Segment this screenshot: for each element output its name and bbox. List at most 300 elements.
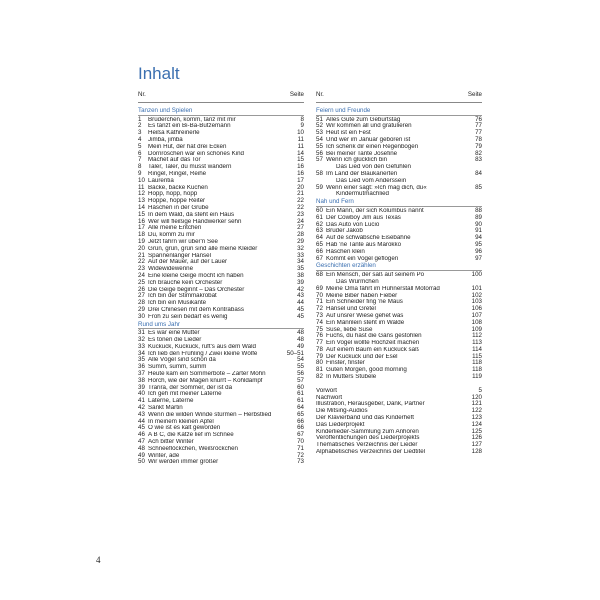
entry-number: 78 xyxy=(316,345,323,353)
entry-number: 11 xyxy=(138,183,145,191)
toc-entry xyxy=(138,225,304,232)
entry-number: 73 xyxy=(316,311,323,319)
toc-entry xyxy=(138,185,304,192)
entry-title: Jetzt fahrn wir über'n See xyxy=(148,238,218,245)
section-rule xyxy=(316,115,482,116)
appendix-entry xyxy=(316,408,482,415)
appendix-title: Der Klavierband und das Kinderheft xyxy=(316,415,415,422)
toc-entry xyxy=(316,347,482,354)
entry-number: 20 xyxy=(138,244,145,252)
entry-number: 45 xyxy=(138,424,145,432)
entry-number: 10 xyxy=(138,176,145,184)
entry-title: Das Auto von Lucio xyxy=(326,221,380,228)
toc-entry xyxy=(138,164,304,171)
toc-entry xyxy=(316,185,482,192)
toc-entry xyxy=(316,117,482,124)
toc-entry xyxy=(138,419,304,426)
entry-title: Das Lied vom Anderssein xyxy=(336,177,407,184)
toc-entry xyxy=(316,340,482,347)
entry-title: Alle meine Entchen xyxy=(148,225,202,232)
entry-title: Widewidewenne xyxy=(148,266,194,273)
toc-entry xyxy=(316,286,482,293)
entry-title: Horch, wie der Magen knurrt – Kohldampf xyxy=(148,377,263,384)
entry-title: Ich brauche kein Orchester xyxy=(148,279,223,286)
entry-page: 95 xyxy=(475,240,482,248)
entry-number: 48 xyxy=(138,444,145,452)
entry-page: 56 xyxy=(297,370,304,378)
header-seite: Seite xyxy=(467,91,482,98)
entry-number: 81 xyxy=(316,366,323,374)
entry-page: 101 xyxy=(471,284,482,292)
entry-page: 44 xyxy=(297,299,304,307)
toc-entry xyxy=(138,212,304,219)
section-rule xyxy=(316,270,482,271)
entry-number: 43 xyxy=(138,410,145,418)
entry-title: Ich schenk dir einen Regenbogen xyxy=(326,143,419,150)
entry-title: Es war eine Mutter xyxy=(148,330,200,337)
entry-number: 63 xyxy=(316,227,323,235)
entry-number xyxy=(316,191,326,198)
section-heading: Nah und Fern xyxy=(316,198,354,206)
toc-entry xyxy=(138,425,304,432)
entry-number: 18 xyxy=(138,231,145,239)
toc-entry xyxy=(138,280,304,287)
toc-entry xyxy=(138,364,304,371)
toc-entry xyxy=(138,344,304,351)
toc-entry xyxy=(138,117,304,124)
entry-page: 24 xyxy=(297,217,304,225)
entry-title: Ringel, Ringel, Reihe xyxy=(148,170,207,177)
toc-entry xyxy=(138,239,304,246)
entry-title: Häschen in der Grube xyxy=(148,204,209,211)
toc-entry xyxy=(316,327,482,334)
entry-page: 78 xyxy=(475,135,482,143)
entry-page: 106 xyxy=(471,305,482,313)
toc-entry xyxy=(316,256,482,263)
toc-entry xyxy=(316,320,482,327)
entry-page: 96 xyxy=(475,247,482,255)
toc-entry xyxy=(316,157,482,164)
entry-page: 32 xyxy=(297,244,304,252)
page-title: Inhalt xyxy=(138,64,180,83)
entry-number: 7 xyxy=(138,156,142,164)
appendix-title: Thematisches Verzeichnis der Lieder xyxy=(316,442,418,449)
appendix-page: 128 xyxy=(471,448,482,456)
entry-title: O wie ist es kalt geworden xyxy=(148,425,221,432)
entry-number: 50 xyxy=(138,458,145,466)
toc-entry xyxy=(316,235,482,242)
toc-entry xyxy=(138,337,304,344)
entry-page: 43 xyxy=(297,292,304,300)
appendix-entry xyxy=(316,401,482,408)
entry-number: 55 xyxy=(316,142,323,150)
header-rule xyxy=(138,102,304,103)
entry-title: Ich lieb den Frühling / Zwei kleine Wölfe xyxy=(148,350,258,357)
entry-page: 23 xyxy=(297,210,304,218)
entry-page: 17 xyxy=(297,176,304,184)
entry-number: 44 xyxy=(138,417,145,425)
entry-title: Das Würmchen xyxy=(336,278,379,285)
entry-title: Wenn ich glücklich bin xyxy=(326,157,388,164)
toc-entry xyxy=(138,351,304,358)
appendix-page: 126 xyxy=(471,434,482,442)
entry-title: Wir werden immer größer xyxy=(148,459,219,466)
section-rule xyxy=(138,115,304,116)
toc-entry xyxy=(316,228,482,235)
entry-title: Drei Chinesen mit dem Kontrabass xyxy=(148,306,244,313)
entry-page: 49 xyxy=(297,342,304,350)
appendix-page: 121 xyxy=(471,400,482,408)
entry-title: Laterne, Laterne xyxy=(148,398,194,405)
entry-page: 112 xyxy=(472,332,482,340)
toc-entry xyxy=(316,123,482,130)
entry-number: 75 xyxy=(316,325,323,333)
entry-title: Heut ist ein Fest xyxy=(326,130,371,137)
toc-entry xyxy=(138,432,304,439)
entry-title: Und wer im Januar geboren ist xyxy=(326,136,411,143)
entry-number: 70 xyxy=(316,291,323,299)
entry-page: 27 xyxy=(297,224,304,232)
toc-entry xyxy=(316,249,482,256)
toc-entry xyxy=(316,191,482,198)
entry-number: 69 xyxy=(316,284,323,292)
entry-title: Im Land der Blaukarierten xyxy=(326,170,398,177)
toc-entry xyxy=(138,130,304,137)
entry-page: 119 xyxy=(472,373,482,381)
entry-title: Ich bin der Stimmakrobat xyxy=(148,293,217,300)
toc-entry xyxy=(316,242,482,249)
entry-number: 74 xyxy=(316,318,323,326)
entry-title: Jimba, jimba xyxy=(148,136,183,143)
entry-title: Ein Mann, der sich Kolumbus nannt xyxy=(326,207,424,214)
entry-title: Hopp, hopp, hopp xyxy=(148,191,198,198)
entry-number: 49 xyxy=(138,451,145,459)
entry-number: 5 xyxy=(138,142,142,150)
entry-page: 11 xyxy=(297,135,304,143)
entry-title: Ein Schneider fing 'ne Maus xyxy=(326,299,403,306)
toc-entry xyxy=(316,130,482,137)
entry-title: Brüderchen, komm, tanz mit mir xyxy=(148,116,236,123)
entry-page: 48 xyxy=(297,336,304,344)
entry-page: 70 xyxy=(297,438,304,446)
entry-page: 16 xyxy=(297,169,304,177)
entry-title: Eine kleine Geige möcht ich haben xyxy=(148,272,244,279)
entry-page: 79 xyxy=(475,142,482,150)
toc-column-left xyxy=(138,92,304,466)
appendix-entry xyxy=(316,388,482,395)
toc-entry xyxy=(316,178,482,185)
entry-title: Die Geige beginnt – Das Orchester xyxy=(148,286,245,293)
entry-page: 38 xyxy=(297,271,304,279)
entry-number: 24 xyxy=(138,271,145,279)
entry-title: A B C, die Katze lief im Schnee xyxy=(148,432,234,439)
entry-number: 16 xyxy=(138,217,145,225)
entry-page: 66 xyxy=(297,417,304,425)
entry-title: Summ, summ, summ xyxy=(148,364,207,371)
entry-number: 60 xyxy=(316,206,323,214)
toc-entry xyxy=(138,391,304,398)
toc-entry xyxy=(138,378,304,385)
entry-page: 64 xyxy=(297,404,304,412)
entry-title: Häschen klein xyxy=(326,248,365,255)
entry-page: 45 xyxy=(297,305,304,313)
entry-title: Ich geh mit meiner Laterne xyxy=(148,391,222,398)
toc-entry xyxy=(138,314,304,321)
entry-title: Fuchs, du hast die Gans gestohlen xyxy=(326,333,422,340)
toc-entry xyxy=(138,253,304,260)
toc-entry xyxy=(138,385,304,392)
appendix-page: 5 xyxy=(478,386,482,394)
entry-number: 53 xyxy=(316,129,323,137)
toc-entry xyxy=(138,459,304,466)
entry-page: 114 xyxy=(472,345,482,353)
toc-entry xyxy=(138,293,304,300)
entry-page: 29 xyxy=(297,237,304,245)
entry-page: 113 xyxy=(472,339,482,347)
entry-number: 34 xyxy=(138,349,145,357)
entry-number: 41 xyxy=(138,397,145,405)
toc-entry xyxy=(138,405,304,412)
spacer xyxy=(316,381,482,388)
toc-header-right xyxy=(316,92,482,100)
entry-title: Hab 'ne Tante aus Marokko xyxy=(326,241,402,248)
entry-title: Wir kommen all und gratulieren xyxy=(326,123,412,130)
entry-number: 79 xyxy=(316,352,323,360)
appendix-title: Die Mitsing-Audios xyxy=(316,408,368,415)
entry-page: 88 xyxy=(475,206,482,214)
entry-number: 77 xyxy=(316,339,323,347)
entry-page: 35 xyxy=(297,265,304,273)
appendix-page: 124 xyxy=(471,420,482,428)
entry-page: 85 xyxy=(475,183,482,191)
toc-entry xyxy=(138,246,304,253)
appendix-page: 122 xyxy=(471,407,482,415)
entry-title: Taler, Taler, du musst wandern xyxy=(148,164,232,171)
appendix-entry xyxy=(316,429,482,436)
entry-page: 97 xyxy=(475,254,482,262)
toc-entry xyxy=(138,259,304,266)
entry-title: Mein Hut, der hat drei Ecken xyxy=(148,143,227,150)
entry-number: 57 xyxy=(316,156,323,164)
entry-page: 115 xyxy=(472,352,482,360)
toc-entry xyxy=(316,367,482,374)
entry-number: 31 xyxy=(138,329,145,337)
toc-left-body xyxy=(138,108,304,466)
entry-number: 51 xyxy=(316,115,323,123)
entry-number: 62 xyxy=(316,220,323,228)
entry-title: Auf einem Baum ein Kuckuck saß xyxy=(326,346,419,353)
section-heading: Rund ums Jahr xyxy=(138,320,180,328)
entry-number: 76 xyxy=(316,332,323,340)
appendix-title: Alphabetisches Verzeichnis der Liedtitel xyxy=(316,449,426,456)
toc-entry xyxy=(138,446,304,453)
entry-title: Auf unsrer Wiese gehet was xyxy=(326,312,404,319)
section-rule xyxy=(138,328,304,329)
entry-number: 2 xyxy=(138,122,142,130)
entry-page: 55 xyxy=(297,363,304,371)
toc-entry xyxy=(316,137,482,144)
toc-entry xyxy=(138,439,304,446)
entry-title: Winter, ade xyxy=(148,452,180,459)
entry-number: 14 xyxy=(138,203,145,211)
toc-entry xyxy=(138,191,304,198)
entry-title: Wenn einer sagt: »Ich mag dich, du« xyxy=(326,184,427,191)
entry-page: 89 xyxy=(475,213,482,221)
appendix-title: Vorwort xyxy=(316,387,337,394)
entry-title: In meinem kleinen Apfel xyxy=(148,418,214,425)
toc-entry xyxy=(316,171,482,178)
entry-number: 80 xyxy=(316,359,323,367)
entry-number: 38 xyxy=(138,376,145,384)
entry-number: 46 xyxy=(138,431,145,439)
entry-page: 72 xyxy=(297,451,304,459)
toc-entry xyxy=(316,222,482,229)
toc-entry xyxy=(138,273,304,280)
appendix-entry xyxy=(316,449,482,456)
entry-page: 45 xyxy=(297,312,304,320)
entry-number: 42 xyxy=(138,404,145,412)
toc-entry xyxy=(316,354,482,361)
toc-entry xyxy=(138,330,304,337)
entry-page: 84 xyxy=(475,169,482,177)
toc-entry xyxy=(316,151,482,158)
appendix-title: Illustration, Herausgeber, Dank, Partner xyxy=(316,401,425,408)
entry-page: 82 xyxy=(475,149,482,157)
entry-page: 42 xyxy=(297,285,304,293)
toc-entry xyxy=(316,279,482,286)
entry-page: 20 xyxy=(297,183,304,191)
toc-entry xyxy=(316,272,482,279)
entry-number: 23 xyxy=(138,265,145,273)
entry-title: Wer will fleißige Handwerker sehn xyxy=(148,218,242,225)
toc-entry xyxy=(316,164,482,171)
entry-page: 102 xyxy=(471,291,482,299)
toc-entry xyxy=(316,313,482,320)
entry-page: 77 xyxy=(475,122,482,130)
entry-title: Du, komm zu mir xyxy=(148,232,195,239)
entry-title: Kommt ein Vogel geflogen xyxy=(326,255,399,262)
toc-entry xyxy=(138,219,304,226)
appendix-title: Das Liederprojekt xyxy=(316,421,365,428)
entry-title: Dornröschen war ein schönes Kind xyxy=(148,150,244,157)
appendix-title: Kinderlieder-Sammlung zum Anhören xyxy=(316,428,419,435)
entry-title: Spannenlanger Hansel xyxy=(148,252,211,259)
entry-number: 17 xyxy=(138,224,145,232)
toc-entry xyxy=(138,266,304,273)
header-rule xyxy=(316,102,482,103)
entry-page: 16 xyxy=(297,163,304,171)
entry-title: Kuckuck, Kuckuck, ruft's aus dem Wald xyxy=(148,343,256,350)
entry-page: 15 xyxy=(297,156,304,164)
entry-title: Backe, backe Kuchen xyxy=(148,184,208,191)
entry-page: 90 xyxy=(475,220,482,228)
entry-title: Hänsel und Gretel xyxy=(326,306,376,313)
entry-page: 118 xyxy=(472,366,482,374)
entry-title: Suse, liebe Suse xyxy=(326,326,373,333)
toc-entry xyxy=(138,205,304,212)
entry-number: 66 xyxy=(316,247,323,255)
entry-number: 1 xyxy=(138,115,142,123)
entry-number: 33 xyxy=(138,342,145,350)
entry-page: 57 xyxy=(297,376,304,384)
entry-number: 54 xyxy=(316,135,323,143)
entry-number: 35 xyxy=(138,356,145,364)
toc-entry xyxy=(138,357,304,364)
entry-page: 118 xyxy=(472,359,482,367)
entry-number: 37 xyxy=(138,370,145,378)
entry-title: Es tönen die Lieder xyxy=(148,337,202,344)
toc-entry xyxy=(138,198,304,205)
entry-page: 14 xyxy=(297,149,304,157)
entry-title: Ein Männlein steht im Walde xyxy=(326,319,405,326)
entry-number: 61 xyxy=(316,213,323,221)
toc-entry xyxy=(138,307,304,314)
entry-page: 9 xyxy=(300,122,304,130)
toc-entry xyxy=(138,371,304,378)
entry-number: 21 xyxy=(138,251,145,259)
entry-title: Alles Gute zum Geburtstag xyxy=(326,116,401,123)
toc-entry xyxy=(316,360,482,367)
entry-number: 71 xyxy=(316,298,323,306)
entry-title: Hoppe, hoppe Reiter xyxy=(148,198,206,205)
toc-entry xyxy=(138,171,304,178)
entry-page: 71 xyxy=(297,444,304,452)
entry-title: Schneeflöckchen, Weißröckchen xyxy=(148,445,238,452)
toc-entry xyxy=(138,453,304,460)
appendix-page: 123 xyxy=(471,414,482,422)
appendix-page: 127 xyxy=(471,441,482,449)
entry-title: Ein Vogel wollte Hochzeit machen xyxy=(326,340,420,347)
entry-number: 15 xyxy=(138,210,145,218)
toc-entry xyxy=(316,333,482,340)
entry-page: 8 xyxy=(300,115,304,123)
entry-page: 61 xyxy=(297,397,304,405)
toc-entry xyxy=(138,157,304,164)
entry-page: 73 xyxy=(297,458,304,466)
entry-number: 47 xyxy=(138,438,145,446)
toc-entry xyxy=(316,144,482,151)
entry-number: 28 xyxy=(138,299,145,307)
toc-entry xyxy=(138,123,304,130)
entry-page: 100 xyxy=(471,271,482,279)
entry-page: 107 xyxy=(471,311,482,319)
entry-title: In dem Wald, da steht ein Haus xyxy=(148,211,235,218)
appendix-page: 125 xyxy=(471,427,482,435)
entry-number: 72 xyxy=(316,305,323,313)
entry-page: 28 xyxy=(297,231,304,239)
entry-title: Sankt Martin xyxy=(148,405,183,412)
entry-title: Finster, finster xyxy=(326,360,365,367)
entry-page: 60 xyxy=(297,383,304,391)
entry-page xyxy=(479,191,482,198)
entry-title: Trarira, der Sommer, der ist da xyxy=(148,384,233,391)
entry-number: 52 xyxy=(316,122,323,130)
entry-title: Kindermutmachlied xyxy=(336,191,389,198)
toc-entry xyxy=(138,137,304,144)
entry-number: 29 xyxy=(138,305,145,313)
entry-page: 22 xyxy=(297,203,304,211)
entry-title: Der Kuckuck und der Esel xyxy=(326,353,398,360)
entry-page: 83 xyxy=(475,156,482,164)
section-heading: Geschichten erzählen xyxy=(316,262,376,270)
entry-title: Ach bitter Winter xyxy=(148,439,194,446)
entry-number: 59 xyxy=(316,183,323,191)
entry-page: 76 xyxy=(475,115,482,123)
entry-page: 48 xyxy=(297,329,304,337)
entry-number: 67 xyxy=(316,254,323,262)
entry-page: 61 xyxy=(297,390,304,398)
entry-number: 12 xyxy=(138,190,145,198)
